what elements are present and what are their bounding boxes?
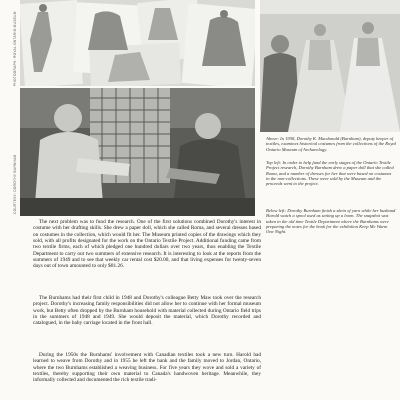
burnhams-photo — [20, 88, 255, 216]
photo-credit-top: PHOTOGRAPH: ROYAL ONTARIO MUSEUM — [13, 11, 17, 86]
caption-below-left-label: Below left: — [266, 208, 287, 213]
paper-doll-photo-image — [20, 0, 255, 86]
caption-top-left-text: In order to help fund the early stages of the Ontario Textile Project research, Dorothy Burnham drew a paper doll that she called Roma, and a number of dresses for her that were based on costumes in the non-collections. These were sold by the Museum and the proceeds went to the project. — [266, 160, 394, 187]
caption-below-left — [266, 208, 396, 234]
paper-doll-photo — [20, 0, 255, 86]
body-paragraph-2 — [33, 295, 261, 327]
body-paragraph-1-text: The next problem was to fund the research. One of the first solutions combined Dorothy's interest in costume with her drafting skills. She drew a paper doll, which she called Roma, and several dresses based on costumes in the collection, which would fit her. The Museum printed copies of the drawings which they sold, with all profits designated for the work on the Ontario Textile Project. Additional funding came from two textile firms, each of which pledged one hundred dollars over two years, thus enabling the Textile Department to carry out two summers of extensive research. It is interesting to look at the reports from the summers of 1949 and to see that weekly car rental cost $20.00, and that living expenses for twenty-seven days out of town amounted to only $81.26. — [33, 219, 261, 270]
body-paragraph-2-text: The Burnhams had their first child in 1948 and Dorothy's colleague Betty Maw took over the research project. Dorothy's increasing family responsibilities did not allow her to continue with her formal museum work, but Betty often dropped by the Burnham household with material collected during Ontario field trips in the summers of 1948 and 1949. She would deposit the material, which Dorothy recorded and catalogued, in the baby carriage located in the front hall. — [33, 295, 261, 327]
burnhams-photo-image — [20, 88, 255, 216]
body-paragraph-1 — [33, 219, 261, 270]
costumes-photo-image — [260, 0, 400, 132]
caption-top-left-label: Top left: — [266, 160, 282, 165]
costumes-photo — [260, 0, 400, 132]
body-paragraph-3 — [33, 352, 261, 384]
body-paragraph-3-text: During the 1950s the Burnhams' involvement with Canadian textiles took a new turn. Harold had learned to weave from Dorothy and in 1955 he left the bank and the family moved to Jordan, Ontario, where the two Burnhams established a weaving business. For five years they wove and sold a variety of textiles, thereby supporting their own material to Canada's handwoven heritage. Meanwhile, they informally collected and documented the rich textile tradi- — [33, 352, 261, 384]
photo-credit-middle: COURTESY: DOROTHY BURNHAM — [13, 154, 17, 214]
caption-above: Above: In 1958, Dorothy K. Macdonald (Burnham), deputy keeper of textiles, examines historical costumes from the collections of the Royal Ontario Museum of Archaeology. — [266, 136, 396, 152]
caption-top-left — [266, 160, 396, 186]
caption-below-left-text: Dorothy Burnham finish a skein of yarn while her husband Harold watch a spool used as setting up a loom. The snapshot was taken in the old time Textile Department where the Burnhams were preparing the notes for the book for the exhibition Keep Me Warm One Night. — [266, 208, 396, 235]
